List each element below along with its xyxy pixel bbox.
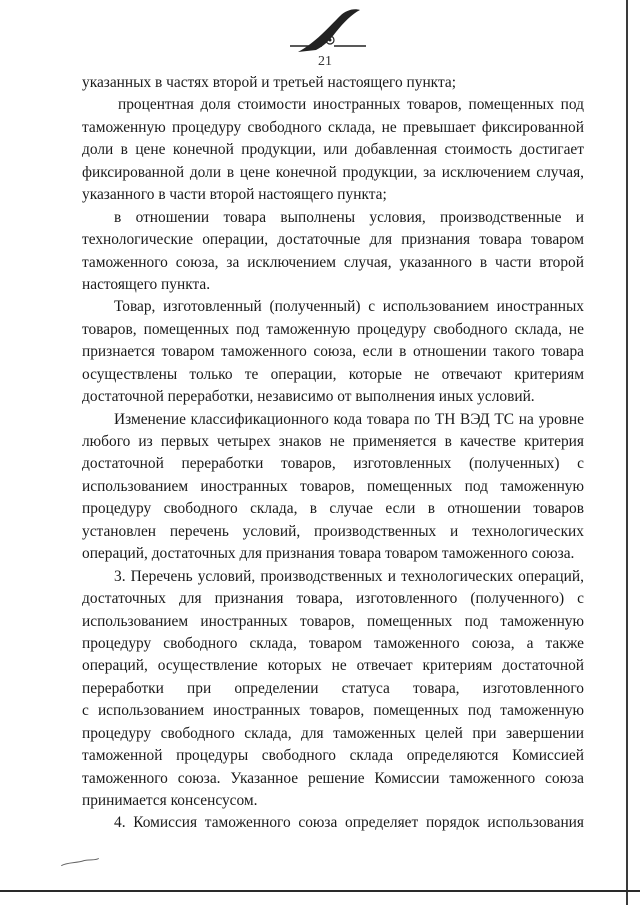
text-line: принимается консенсусом. xyxy=(82,792,258,809)
text-line: указанных в частях второй и третьей настоящего пункта; xyxy=(82,74,456,91)
page-number: 21 xyxy=(318,54,332,69)
text-line: 4. Комиссия таможенного союза определяет порядок использования xyxy=(114,814,584,832)
text-line: таможенную процедуру свободного склада, не превышает фиксированной xyxy=(82,118,584,136)
text-line: таможенной процедуры свободного склада определяются Комиссией xyxy=(82,747,584,765)
text-line: достаточной переработки, независимо от выполнения иных условий. xyxy=(82,388,535,406)
text-line: технологические операции, достаточные для признания товара товаром xyxy=(82,231,584,249)
scan-edge-right xyxy=(626,0,628,905)
text-line: Товар, изготовленный (полученный) с использованием иностранных xyxy=(114,298,584,316)
text-line: процедуру свободного склада, для таможенных целей при завершении xyxy=(82,724,584,742)
text-line: процедуру свободного склада, в случае если в отношении товаров xyxy=(82,500,584,518)
text-line: использованием иностранных товаров, помещенных под таможенную xyxy=(82,477,584,495)
text-line: фиксированной доли в цене конечной продукции, за исключением случая, xyxy=(82,163,584,181)
text-line: в отношении товара выполнены условия, производственные и xyxy=(114,208,584,226)
text-line: достаточной переработки товаров, изготовленных (полученных) с xyxy=(82,455,584,473)
text-line: признается товаром таможенного союза, если в отношении такого товара xyxy=(82,343,584,361)
text-line: доли в цене конечной продукции, или добавленная стоимость достигает xyxy=(82,141,584,159)
text-line: операций, осуществление которых не отвечает критериям достаточной xyxy=(82,657,584,675)
text-line: товаров, помещенных под таможенную процедуру свободного склада, не xyxy=(82,320,584,338)
text-line: осуществлены только те операции, которые не отвечают критериям xyxy=(82,365,584,383)
text-line: процедуру свободного склада, товаром таможенного союза, а также xyxy=(82,634,584,652)
text-line: указанного в части второй настоящего пункта; xyxy=(82,186,387,204)
text-line: настоящего пункта. xyxy=(82,275,211,293)
text-line: Изменение классификационного кода товара по ТН ВЭД ТС на уровне xyxy=(114,410,584,428)
text-line: таможенного союза, за исключением случая, указанного в части второй xyxy=(82,253,584,271)
text-line: процентная доля стоимости иностранных товаров, помещенных под xyxy=(118,96,584,114)
text-line: 3. Перечень условий, производственных и технологических операций, xyxy=(114,567,584,585)
text-line: операций, достаточных для признания товара товаром таможенного союза. xyxy=(82,545,575,563)
scan-mark-icon xyxy=(60,856,101,867)
document-body xyxy=(82,72,584,835)
scan-edge-bottom xyxy=(0,890,640,892)
text-line: переработки при определении статуса товара, изготовленного xyxy=(82,679,584,697)
text-line: достаточных для признания товара, изготовленного (полученного) с xyxy=(82,590,584,608)
text-line: таможенного союза. Указанное решение Комиссии таможенного союза xyxy=(82,769,584,787)
text-line: любого из первых четырех знаков не применяется в качестве критерия xyxy=(82,433,584,450)
text-line: с использованием иностранных товаров, помещенных под таможенную xyxy=(82,702,584,720)
text-line: использованием иностранных товаров, помещенных под таможенную xyxy=(82,612,584,630)
text-line: установлен перечень условий, производственных и технологических xyxy=(82,522,584,540)
